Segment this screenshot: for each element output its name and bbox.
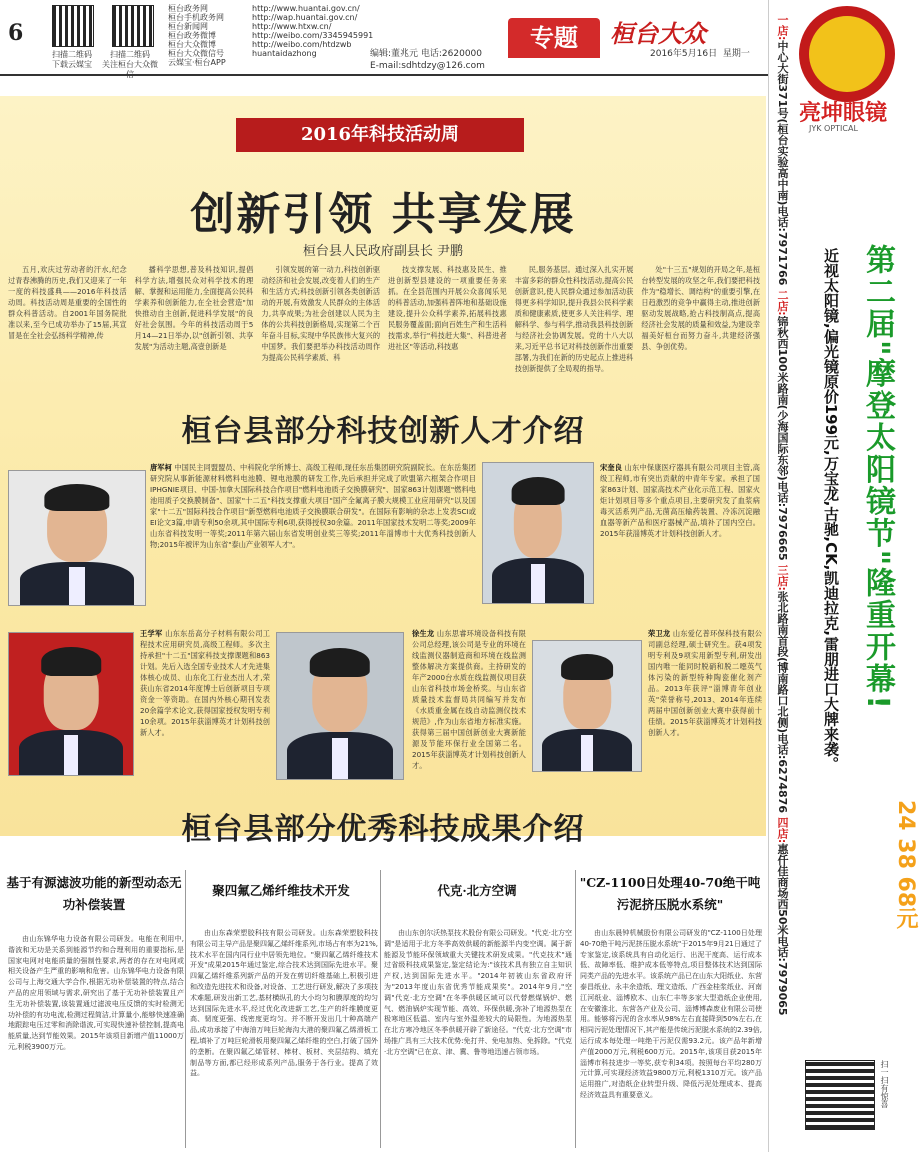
article-column: 民,服务基层。通过深入扎实开展丰富多彩的群众性科技活动,提高公民创新意识,使人民群众通过参加活动获得更多科学知识,提升我县公民科学素质和健康素质,使更多人关注科学、理解科学、参与科学,推动我县科技创新与经济社会协调发展。党的十八大以来,习近平总书记对科技创新作出重要部署,为我们在新的历史起点上推进科技创新提供了全局观的指导。 bbox=[514, 265, 634, 373]
editor-line: 编辑:董兆元 电话:2620000 bbox=[370, 49, 483, 59]
store-label: 四店: bbox=[776, 816, 789, 844]
achievement-section-title: 桓台县部分优秀科技成果介绍 bbox=[181, 812, 585, 847]
section-tab: 专题 bbox=[508, 18, 600, 58]
issue-weekday: 星期一 bbox=[722, 49, 750, 59]
store-phone: 7971766 bbox=[776, 231, 789, 286]
dateline bbox=[650, 48, 750, 60]
editor-info bbox=[370, 48, 485, 72]
achievement-text: 由山东创尔沃热泵技术股份有限公司研发。"代克·北方空调"是适用于北方冬季高效供暖的新能源半内变空调。属于新能源及节能环保领域重大关键技术研发成果。"代克技术"通过省级科技成果鉴定,鉴定结论为:"该技术具有独立自主知识产权,达到国际先进水平。"2014年初被山东省政府评为"2013年度山东省优秀节能成果奖"。2014年9月,"空调"代克·北方空调"在冬季供暖区域可以代替燃煤锅炉、燃气、燃油锅炉实现节能、高效、环保供暖,弥补了地源热泵在极寒地区低温、室内与室外温差较大的局限性。为地源热泵在北方寒冷地区冬季供暖开辟了新途径。"代克·北方空调"市场推广具有三大技术优势:免打井、免电加热、免拆除。"代克·北方空调"已在京、津、冀、鲁等地迅速占领市场。 bbox=[384, 929, 572, 1056]
talent-name: 王学军 bbox=[140, 629, 163, 638]
talent-name: 宋奎良 bbox=[600, 463, 623, 472]
article-column: 技支撑发展、科技惠及民生、推进创新型县建设的一项重要任务来抓。在全县范围内开展公众喜闻乐见的科普活动,加强科普阵地和基础设施建设,提升公众科学素养,拓展科技惠民服务覆盖面;面向百姓生产和生活科技需求,举行"科技赶大集"、科普进者进社区"等活动,科技惠 bbox=[388, 265, 507, 351]
newspaper-brand: 桓台大众 bbox=[610, 19, 706, 48]
ad-store-list bbox=[773, 14, 791, 1016]
link-label: 桓台大众微信号 bbox=[168, 49, 224, 58]
byline: 桓台县人民政府副县长 尹鹏 bbox=[302, 244, 464, 259]
talent-bio bbox=[140, 628, 270, 778]
link-row[interactable] bbox=[168, 49, 373, 58]
achievement-text: 由山东锦华电力设备有限公司研发。电能在利用中,谐波和无功是关系到能源节约和合理利用的重要指标,是国家电网对电能质量的强制性要求,两者的存在对电网或相关设备产生严重的影响和危害。山东锦华电力设备有限公司与上海交通大学合作,根据无功补偿装置的特点,结合产品的应用领域与需求,研究出了基于无功补偿装置且产生无功补偿装置,该装置通过滤波电压反馈的实时检测无功补偿的有功电流,检测过程简洁,计算量小,能够快速准确地跟踪电压过零和消除谐波,可实现快速补偿控制,提高电能质量,达到节能效果。2015年该项目新增产值11000万元,利税3900万元。 bbox=[8, 935, 184, 1051]
link-url[interactable]: huantaidazhong bbox=[252, 49, 317, 58]
link-url[interactable]: http://www.htxw.cn/ bbox=[252, 22, 332, 31]
store-phone: 7979065 bbox=[776, 961, 789, 1016]
portrait-photo bbox=[276, 632, 404, 780]
portrait-photo bbox=[532, 640, 642, 772]
achievement-title: 聚四氟乙烯纤维技术开发 bbox=[212, 883, 350, 898]
portrait-photo bbox=[8, 470, 146, 606]
ad-qr-code[interactable] bbox=[805, 1060, 875, 1130]
store-label: 三店: bbox=[776, 564, 789, 591]
talent-name: 徐生龙 bbox=[412, 629, 435, 638]
editor-email[interactable]: E-mail:sdhtdzy@126.com bbox=[370, 61, 485, 71]
brand-logo-text: 亮坤眼镜 bbox=[799, 100, 888, 126]
link-label: 桓台政务微博 bbox=[168, 31, 216, 40]
article-column: 处"十三五"规划的开局之年,是桓台转型发展的攻坚之年,我们要把科技作为"稳增长、调结构"的重要引擎,在日趋激烈的竞争中赢得主动,推进创新驱动发展战略,抢占科技制高点,提高经济社会发展的质量和效益,为建设幸福美好桓台而努力奋斗,共建经济强县、争创优势。 bbox=[641, 265, 761, 351]
article-column: 五月,欢庆过劳动者的汗水,纪念过青春沸腾的历史,我们又迎来了一年一度的科技盛典——2016年科技活动周。科技活动周是重要的全国性的群众科普活动。自2001年国务院批准以来,至今已成功举办了15届,其宣冒是在全社会弘扬科学精神,传 bbox=[8, 265, 127, 340]
masthead bbox=[0, 0, 768, 79]
glasses-advertisement[interactable] bbox=[768, 0, 918, 1152]
qr-code-download[interactable] bbox=[52, 5, 94, 47]
column-divider bbox=[380, 870, 381, 1148]
masthead-links bbox=[168, 4, 373, 67]
ad-subheadline: 近视太阳镜,偏光镜原价199元,万宝龙,古驰,CK,凯迪拉克,雷朋进口大牌来袭。 bbox=[822, 248, 840, 772]
achievement-text: 由山东森荣塑胶科技有限公司研发。山东森荣塑胶科技有限公司主导产品是聚四氟乙烯纤维系列,市场占有率为21%,技术水平在国内同行业中居领先地位。"聚四氟乙烯纤维技术开发"成果2015年通过鉴定,综合技术达到国际先进水平。聚四氟乙烯纤维系列新产品的开发在剪切纤维基础上,积极引进和改造先进技术和设备,对设备、工艺进行研发,解决了多项技术难题,研发出新工艺,基材横纵孔的大小均匀和膜厚度的均匀达到国际先进水平,经过优化改进新工艺,生产的纤维膜度更高、韧度更强、线密度更均匀。并不断开发出几十种高端产品,成功承接了中海油万吨巨轮海沟大港的聚四氟乙烯滑板工程,填补了万吨巨轮滑板用聚四氟乙烯纤维的空白,打破了国外的垄断。在聚四氟乙烯管材、棒材、板材、夹层结构、填充制品等方面,都已经形成系列产品,服务于各行业。提高了效益。 bbox=[190, 929, 379, 1078]
store-address: 锦秋西100米路南(少海国际东邻) bbox=[776, 315, 789, 481]
headline: 创新引领 共享发展 bbox=[190, 189, 576, 240]
link-row[interactable] bbox=[168, 13, 373, 22]
qr1-caption: 扫描二维码 下载云媒宝 bbox=[52, 50, 92, 69]
ad-qr-caption: 扫一扫有惊喜 bbox=[880, 1060, 889, 1108]
link-row[interactable] bbox=[168, 31, 373, 40]
link-row[interactable] bbox=[168, 4, 373, 13]
link-label: 桓台手机政务网 bbox=[168, 13, 224, 22]
article-column: 播科学思想,普及科技知识,提倡科学方法,增强民众对科学技术的理解、掌握和运用能力,全面提高公民科学素养和创新能力,在全社会营造"加快推动自主创新,促进科学发展"的良好社会氛围。今年的科技活动周于5月14—21日举办,以"创新引领、共享发展"为活动主题,高壹创新是 bbox=[134, 265, 254, 351]
ad-prices: 24 38 68元 bbox=[893, 800, 918, 930]
store-address: 中心大街371号(桓台实验高中南) bbox=[776, 40, 789, 206]
brand-logo-icon bbox=[809, 16, 885, 92]
link-label: 桓台新闻网 bbox=[168, 22, 208, 31]
talent-bio bbox=[412, 628, 526, 778]
article-columns bbox=[8, 264, 760, 390]
column-divider bbox=[575, 870, 576, 1148]
talent-text: 山东中保康医疗器具有限公司项目主管,高级工程师,市有突出贡献的中青年专家。承担了国家863计划、国家高技术产业化示范工程、国家火炬计划项目等多个重点项目,主要研究发了血浆病毒灭活系列产品,无菌高压输药装置、冷冻沉淀融血器等新产品和医疗器械产品,填补了国内空白。2015年获淄博英才计划科技创新人才。 bbox=[600, 463, 760, 538]
achievement-title: "CZ-1100日处理40-70绝干吨污泥挤压脱水系统" bbox=[579, 875, 761, 912]
brand-logo-english: JYK OPTICAL bbox=[809, 124, 858, 133]
store-address: 张北路南首段(博南路口北侧) bbox=[776, 590, 789, 733]
store-phone: 6274876 bbox=[776, 759, 789, 813]
store-label: 一店: bbox=[776, 14, 789, 41]
store-phone: 7976665 bbox=[776, 507, 789, 561]
store-phone-label: 电话: bbox=[776, 205, 789, 232]
achievement-text: 由山东晨钟机械股份有限公司研发的"CZ-1100日处理40-70绝干吨污泥挤压脱水系统"于2015年9月21日通过了专家鉴定,该系统具有自动化运行、出泥干度高、运行成本低、故障率低、维护成本低等特点,项目整体技术达到国际同类产品的先进水平。该系统产品已在山东大阳纸业、东营泰昌纸业、永丰余造纸、理文造纸、广西金桂浆纸业、河南江河纸业、淄博欧木、山东仁丰等多家大型造纸企业使用,在安徽淮北、东营各产业及公司、淄博博森废业有限公司使用。能够将污泥的含水率从98%左右直接降到50%左右,在相同污泥处理情况下,其产能是传统污泥脱水系统的2.39倍,运行成本每处理一吨绝干污泥仅需93.2元。该产品年新增产值2000万元,利税600万元。2015年,该项目获2015年淄博市科技进步一等奖,获专利34项。按照每台平均280万元计算,可实现经济效益9800万元,利税1310万元。该产品运用推广,对造纸企业转型升级、降低污泥处理成本、提高经济效益具有重要意义。 bbox=[580, 929, 762, 1099]
page-number: 6 bbox=[8, 20, 24, 46]
store-label: 二店: bbox=[776, 289, 789, 316]
talent-bio bbox=[648, 628, 762, 788]
link-row[interactable] bbox=[168, 40, 373, 49]
link-row[interactable] bbox=[168, 22, 373, 31]
store-phone-label: 电话: bbox=[776, 733, 789, 760]
store-phone-label: 电话: bbox=[776, 935, 789, 962]
achievement-title: 基于有源滤波功能的新型动态无功补偿装置 bbox=[6, 875, 182, 912]
link-url[interactable]: http://weibo.com/3345945991 bbox=[252, 31, 374, 40]
talent-name: 唐军柯 bbox=[150, 463, 172, 472]
link-label: 云媒宝·桓台APP bbox=[168, 58, 226, 67]
link-label: 桓台大众微博 bbox=[168, 40, 216, 49]
link-url[interactable]: http://weibo.com/htdzwb bbox=[252, 40, 352, 49]
link-url[interactable]: http://www.huantai.gov.cn/ bbox=[252, 4, 360, 13]
talent-text: 中国民主同盟盟员、中科院化学所博士、高级工程师,现任东岳集团研究院副院长。在东岳集团研究院从事新能源材料燃料电池膜、锂电池膜的研发工作,先后承担并完成了欧盟第六框架合作项目IPHGNIE项目、中国-加拿大国际科技合作项目"燃料电池质子交换膜研究"、国家863计划课题"燃料电池用质子交换膜制备"、国家"十二五"科技支撑重大项目"国产全氟离子膜大规模工业应用研究"以及国家"十二五"国际科技合作项目"新型燃料电池质子交换膜联合研发"。在国际有影响的杂志上发表SCI或EI论文3篇,申请专利50余项,其中国际专利6项,获得授权30余篇。2011年国家技术发明二等奖;2009年山东省科技发明一等奖;2011年第六届山东省发明创业奖三等奖;2011年淄博市十大优秀科技创新人物;2015年被评为山东省"泰山产业领军人才"。 bbox=[150, 463, 476, 549]
portrait-photo bbox=[8, 632, 134, 776]
topic-label: 2016年科技活动周 bbox=[236, 118, 524, 152]
talent-name: 荣卫龙 bbox=[648, 629, 671, 638]
store-phone-label: 电话: bbox=[776, 480, 789, 508]
link-label: 桓台政务网 bbox=[168, 4, 208, 13]
issue-date: 2016年5月16日 bbox=[650, 49, 718, 59]
talent-text: 山东爱亿普环保科技有限公司副总经理,硕士研究生。获4项发明专利及9项实用新型专利,研发出国内唯一能同时脱硝和脱二噁英气体污染的新型特种陶瓷催化剂产品。2013年获评"淄博青年创业英"荣誉称号,2013、2014年连续两届中国创新创业大赛中获得前十佳绩。2015年获淄博英才计划科技创新人才。 bbox=[648, 629, 762, 737]
article-column: 引领发展的第一动力,科技创新驱动经济和社会发展,改变着人们的生产和生活方式;科技创新引领各类创新活动的开展,有效激发人民群众的主体活力,共享成果;为社会创建以人民为主体的公共科技创新格局,实现第二个百年奋斗目标,实现中华民族伟大复兴的中国梦。我们要把举办科技活动周作为提高公民科学素质、科 bbox=[261, 265, 381, 362]
achievement-title: 代克·北方空调 bbox=[437, 883, 517, 898]
store-address: 惠仟佳商场西50米 bbox=[776, 843, 789, 936]
qr-code-wechat[interactable] bbox=[112, 5, 154, 47]
link-row[interactable] bbox=[168, 58, 373, 67]
ad-headline: 第二届"摩登太阳镜节"隆重开幕! bbox=[860, 244, 895, 711]
talent-text: 山东东岳高分子材料有限公司工程技术应用研究员,高级工程师。多次主持承担"十二五"国家科技支撑课题和863计划。先后入选全国专业技术人才先进集体核心成员、山东化工行业杰出人才,荣获山东省2014年度博士后创新项目专项资金一等资助。在国内外核心期刊发表20余篇学术论文,获得国家授权发明专利10余项。2015年获淄博英才计划科技创新人才。 bbox=[140, 629, 270, 737]
qr2-caption: 扫描二维码 关注桓台大众微信 bbox=[102, 50, 158, 79]
talent-text: 山东思睿环境设备科技有限公司总经理,该公司是专业的环境在线监测仪器制造商和环境在线监测整体解决方案提供商。主持研发的年产2000台水质在线监测仪项目获山东省科技市场金桥奖。与山东省质量技术监督局共同编写并发布《水质重金属在线自动监测仪技术规范》,作为山东省地方标准实施。获得第三届中国创新创业大赛新能源及节能环保行业全国第二名。2015年获淄博英才计划科技创新人才。 bbox=[412, 629, 526, 770]
column-divider bbox=[185, 870, 186, 1148]
talent-bio bbox=[600, 462, 760, 622]
talent-section-title: 桓台县部分科技创新人才介绍 bbox=[181, 414, 585, 449]
talent-bio bbox=[150, 462, 476, 602]
link-url[interactable]: http://wap.huantai.gov.cn/ bbox=[252, 13, 358, 22]
portrait-photo bbox=[482, 462, 594, 604]
